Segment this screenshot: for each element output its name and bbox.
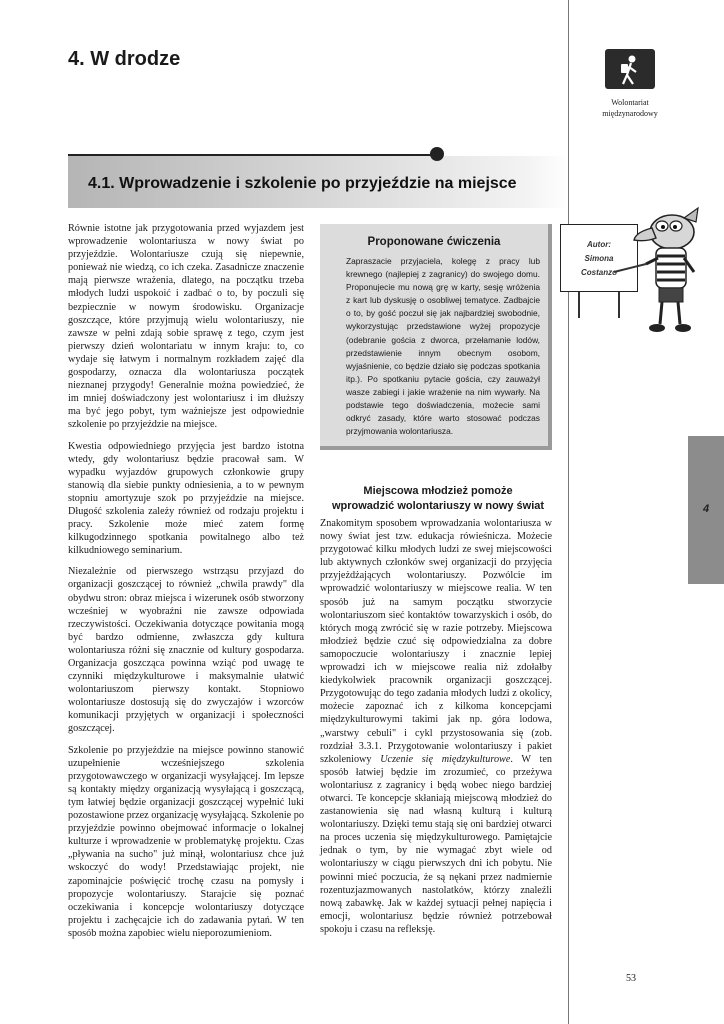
author-credit: Autor: Simona Costanzo [581,240,617,277]
logo-caption: Wolontariat międzynarodowy [602,98,658,118]
margin-rule [568,0,569,1024]
paragraph: Niezależnie od pierwszego wstrząsu przyjazd do organizacji goszczącej to również „chwila prawdy" dla obydwu stron: obraz miejsca i wizerunek osób stworzony wcześniej w wyobraźni nie zawsze odpowiada rzeczywistości. Oczekiwania dotyczące powitania mogą być bardzo odmienne, zwłaszcza gdy kultura wolontariusza różni się znacznie od kultury gospodarza. Organizacja goszcząca powinna wziąć pod uwagę te czynniki międzykulturowe i maksymalnie ułatwić wolontariuszom pierwszy kontakt. Stopniowo wolontariusze dostosują się do zwyczajów i wzorców komunikacji przyjętych w organizacji i społeczności goszczącej. [68,566,304,735]
section-title: 4.1. Wprowadzenie i szkolenie po przyjeździe na miejsce [88,175,517,192]
right-column [320,517,552,944]
paragraph: Kwestia odpowiedniego przyjęcia jest bardzo istotna wtedy, gdy wolontariusz będzie pracował sam. W wypadku wyjazdów grupowych członkowie grupy stanowią dla siebie punkty odniesienia, a to w pewnym stopniu amortyzuje szok po przyjeździe na miejsce. Długość szkolenia zależy również od rodzaju projektu i pracy. Szkolenie może mieć zatem formę kilkugodzinnego spotkania powitalnego albo też kilkudniowego seminarium. [68,440,304,557]
section-rule [68,154,434,156]
hiker-sign-icon [604,48,656,92]
paragraph: Równie istotne jak przygotowania przed wyjazdem jest wprowadzenie wolontariusza w nowy świat po przyjeździe. Wolontariusze czują się niepewnie, ponieważ nie wiedzą, co ich czeka. Zasadnicze znaczenie mają pierwsze wrażenia, dlatego, na początku trzeba młodych ludzi uspokoić i zadbać o to, by poczuli się bezpiecznie w nowym środowisku. Organizacje goszczące, które przyjmują wielu wolontariuszy, nie zawsze w pełni zdają sobie sprawę z tego, czym jest pierwszy dzień wolontariatu w innym kraju: to, co wydaje się łatwym i normalnym rozkładem zajęć dla gospodarzy, oznacza dla wolontariusza początek nieznanej przygody! Generalnie można powiedzieć, że im mniej doświadczony jest wolontariusz i im dłuższy ma być jego pobyt, tym ważniejsze jest odpowiednie szkolenie po przyjeździe na miejsce. [68,223,304,431]
exercise-box-title: Proponowane ćwiczenia [367,236,501,248]
subsection-title: Miejscowa młodzież pomoże wprowadzić wolontariuszy w nowy świat [331,485,545,512]
exercise-box-text: Zapraszacie przyjaciela, kolegę z pracy lub krewnego (najlepiej z zagranicy) do swojego domu. Proponujecie mu nową grę w karty, sesję wróżenia z kart lub dyskusję o osobliwej tematyce. Zadbajcie o to, by gość poczuł się jak najbardziej swobodnie, wykorzystując przedstawione wyżej propozycje (odebranie gościa z dworca, przełamanie lodów, przedstawienie innym obecnym osobom, wyjaśnienie, co będzie działo się podczas spotkania itp.). Po spotkaniu pytacie gościa, czy zauważył wasze zabiegi i jakie wrażenie na nim wywarły. Na podstawie tego doświadczenia, możecie sami odkryć zasady, które warto stosować podczas przyjmowania wolontariusza. [346,256,540,437]
italic-reference: Uczenie się międzykulturowe [380,753,511,765]
section-dot [430,147,444,161]
left-column [68,222,304,948]
chapter-tab-number: 4 [702,503,710,515]
cartoon-pointer-mascot-icon [612,206,712,336]
paragraph: Szkolenie po przyjeździe na miejsce powinno stanowić uzupełnienie wcześniejszego szkolenia przygotowawczego w organizacji wysyłającej. Im lepsze są kontakty między organizacją wysyłającą i goszczącą, tym łatwiej będzie organizacji goszczącej wypełnić luki pozostawione przez organizację wysyłającą. Szkolenie po przyjeździe powinno obejmować informacje o lokalnej kulturze i wprowadzenie w problematykę projektu. Czas „pływania na sucho" już minął, wolontariusz chce już wskoczyć do wody! Przedstawiając projekt, nie zapominajcie poświęcić trochę czasu na pomysły i propozycje wolontariuszy. Starajcie się poznać oczekiwania i koncepcje wolontariuszy dotyczące projektu i zachęcajcie ich do zadawania pytań. W ten sposób można zapobiec wielu nieporozumieniom. [68,744,304,939]
page-number: 53 [626,973,636,984]
chapter-title: 4. W drodze [68,48,181,70]
paragraph: Znakomitym sposobem wprowadzania wolontariusza w nowy świat jest tzw. edukacja rówieśnicza. Możecie przygotować kilku młodych ludzi ze swej miejscowości lub aktywnych członków swej organizacji do przyjęcia przyjeżdżających wolontariuszy. Pozwólcie im wprowadzić wolontariuszy w miejscowe realia. W ten sposób już na samym początku stworzycie wolontariuszom sieć kontaktów towarzyskich i osób, do których mogą zwrócić się w razie potrzeby. Miejscowa młodzież będzie czuć się odpowiedzialna za dobre samopoczucie wolontariuszy i znacznie lepiej wprowadzi ich w miejscowe realia niż zdołałby kiedykolwiek pracownik organizacji goszczącej. Przygotowując do tego zadania młodych ludzi z okolicy, możecie zapoznać ich z kilkoma koncepcjami międzykulturowymi takimi jak np. góra lodowa, „warstwy cebuli" i cykl przystosowania się (zob. rozdział 3.3.1. Przygotowanie wolontariuszy i pakiet szkoleniowy Uczenie się międzykulturowe. W ten sposób łatwiej będzie im zrozumieć, co przeżywa wolontariusz z zagranicy i będą wobec niego bardziej otwarci. Te koncepcje skłaniają miejscową młodzież do zastanowienia się nad własną kulturą i kulturą wolontariuszy. Dzięki temu stają się oni bardziej otwarci na proces uczenia się międzykulturowego. Pamiętajcie jednak o tym, by nie wymagać zbyt wiele od wolontariuszy w ciągu pierwszych dni ich pobytu. Nie powinni mieć poczucia, że są nękani przez nadmiernie rozentuzjazmowanych nastolatków, którzy znaleźli nową zabawkę. Jak w każdej sytuacji pełnej napięcia i emocji, wolontariusz będzie również potrzebował spokoju i czasu na refleksję. [320,518,552,935]
board-leg [578,292,580,318]
